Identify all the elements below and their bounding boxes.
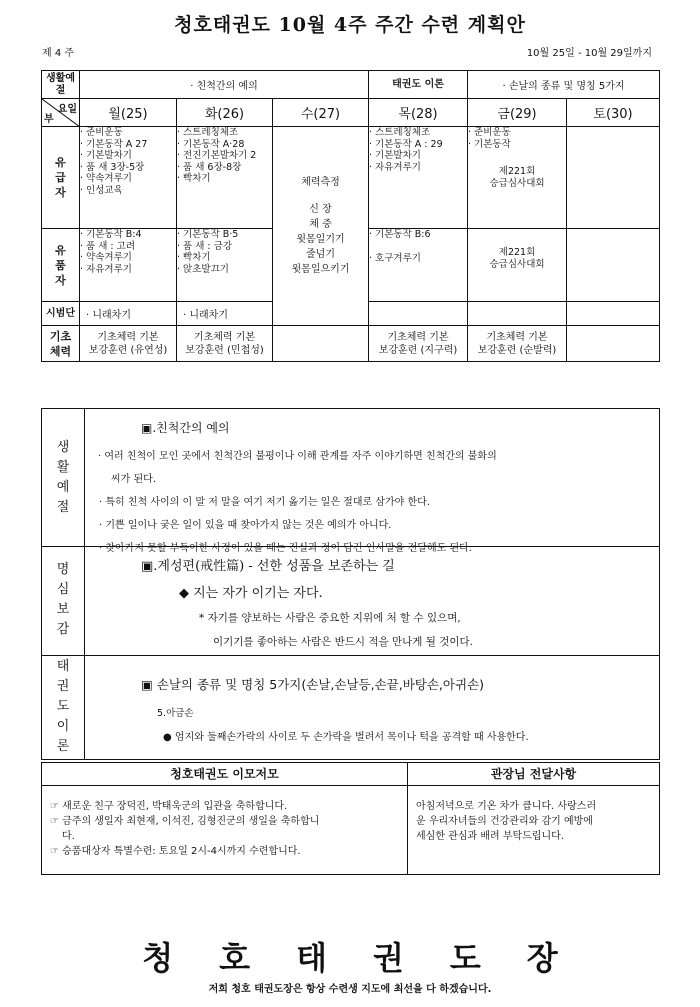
date-range: 10월 25일 - 10월 29일까지	[526, 48, 652, 59]
demo-thu	[369, 302, 468, 326]
mindset-label: 명심보감	[42, 545, 85, 655]
corner-top: 요일	[57, 104, 77, 115]
row-label-yugeup: 유급자	[42, 127, 80, 229]
mindset-heading: ▣.계성편(戒性篇) - 선한 성품을 보존하는 길	[141, 559, 395, 574]
day-thu: 목(28)	[369, 99, 468, 127]
news-list	[50, 799, 402, 859]
life-value: · 친척간의 예의	[80, 71, 369, 99]
basic-tue: 기초체력 기본 보강훈련 (민첩성)	[177, 326, 273, 362]
tkd-label: 태권도 이론	[369, 71, 468, 99]
theory-label: 태권도이론	[42, 655, 85, 759]
etiquette-heading: ▣.친척간의 예의	[141, 421, 230, 435]
day-wed: 수(27)	[273, 99, 369, 127]
yupum-sat	[567, 229, 660, 302]
theory-line: ● 엄지와 둘째손가락의 사이로 두 손가락을 벌려서 목이나 턱을 공격할 때 사용한다.	[163, 732, 529, 743]
news-item-2: ☞ 금주의 생일자 최현재, 이석진, 김형진군의 생일을 축하합니	[50, 816, 320, 827]
news-item-1: ☞ 새로운 친구 장덕진, 박태욱군의 입관을 축하합니다.	[50, 801, 288, 812]
yugeup-fri: · 준비운동 · 기본동작 제221회 승급심사대회	[468, 127, 567, 229]
basic-sat	[567, 326, 660, 362]
yupum-thu: · 기본동작 B:6 · 호구겨루기	[369, 229, 468, 302]
demo-sat	[567, 302, 660, 326]
day-fri: 금(29)	[468, 99, 567, 127]
corner-bottom: 부	[44, 114, 54, 125]
theory-section	[41, 655, 660, 760]
mindset-line-1: * 자기를 양보하는 사람은 중요한 지위에 처 할 수 있으며,	[199, 612, 461, 624]
yugeup-tue: · 스트레칭체조 · 기본동작 A·28 · 전진기본발차기 2 · 품 새 6장-8장 · 빡차기	[177, 127, 273, 229]
day-mon: 월(25)	[80, 99, 177, 127]
notice-divider	[407, 763, 408, 874]
etiquette-line-2: 씨가 된다.	[111, 474, 156, 485]
mindset-line-2: 이기기를 좋아하는 사람은 반드시 적을 만나게 될 것이다.	[213, 636, 473, 648]
schedule-table	[41, 70, 660, 362]
yugeup-thu: · 스트레칭체조 · 기본동작 A : 29 · 기본발차기 · 자유겨루기	[369, 127, 468, 229]
wed-fitness-test: 체력측정 신 장 체 중 윗몸일기기 줄넘기 윗몸일으키기	[273, 127, 369, 326]
etiquette-label: 생활예절	[42, 409, 85, 546]
yupum-tue: · 기본동작 B·5 · 품 새 : 금강 · 빡차기 · 앉초발끄기	[177, 229, 273, 302]
basic-wed	[273, 326, 369, 362]
news-item-4: ☞ 승품대상자 특별수련: 토요일 2시-4시까지 수련합니다.	[50, 846, 301, 857]
director-heading: 관장님 전달사항	[408, 763, 659, 786]
life-label: 생활예절	[42, 71, 80, 99]
footer-motto: 저희 청호 태권도장은 항상 수련생 지도에 최선을 다 하겠습니다.	[208, 984, 492, 995]
basic-thu: 기초체력 기본 보강훈련 (지구력)	[369, 326, 468, 362]
yupum-fri: 제221회 승급심사대회	[468, 229, 567, 302]
notice-section	[41, 762, 660, 875]
etiquette-section	[41, 408, 660, 554]
day-corner	[42, 99, 80, 127]
row-label-yupum: 유품자	[42, 229, 80, 302]
etiquette-line-4: · 기쁜 일이나 궂은 일이 있을 때 찾아가지 않는 것은 예의가 아니다.	[99, 520, 392, 531]
day-sat: 토(30)	[567, 99, 660, 127]
news-item-3: 다.	[62, 831, 75, 842]
basic-fri: 기초체력 기본 보강훈련 (순발력)	[468, 326, 567, 362]
demo-mon: · 니래차기	[80, 302, 177, 326]
footer-dojang-name: 청호태권도장	[142, 939, 604, 977]
week-label: 제 4 주	[42, 48, 75, 59]
basic-mon: 기초체력 기본 보강훈련 (유연성)	[80, 326, 177, 362]
etiquette-line-5: · 찾아가지 못할 부득이한 사정이 있을 때는 진실과 정이 담긴 인사말을 전달해도 된다.	[99, 543, 472, 554]
director-text: 아침저녁으로 기온 차가 큽니다. 사랑스러 운 우리자녀들의 건강관리와 감기 예방에 세심한 관심과 배려 부탁드립니다.	[416, 801, 597, 842]
row-label-basic: 기초체력	[42, 326, 80, 362]
yugeup-sat	[567, 127, 660, 229]
demo-fri	[468, 302, 567, 326]
demo-tue: · 니래차기	[177, 302, 273, 326]
yugeup-mon: · 준비운동 · 기본동작 A 27 · 기본발차기 · 품 새 3장-5장 · 약속겨루기 · 인성교육	[80, 127, 177, 229]
page-title: 청호태권도 10월 4주 주간 수련 계획안	[174, 14, 526, 36]
theory-sub: 5.아금손	[157, 708, 194, 719]
etiquette-line-3: · 특히 친척 사이의 이 말 저 말을 여기 저기 옮기는 일은 절대로 삼가야 한다.	[99, 497, 430, 508]
day-tue: 화(26)	[177, 99, 273, 127]
theory-heading: ▣ 손날의 종류 및 명칭 5가지(손날,손날등,손끝,바탕손,아귀손)	[141, 677, 485, 692]
mindset-quote: ◆ 지는 자가 이기는 자다.	[179, 586, 323, 601]
tkd-value: · 손날의 종류 및 명칭 5가지	[468, 71, 660, 99]
etiquette-line-1: · 여러 친척이 모인 곳에서 친척간의 불평이나 이해 관계를 자주 이야기하면 친척간의 불화의	[98, 451, 497, 462]
row-label-demo: 시범단	[42, 302, 80, 326]
mindset-section	[41, 545, 660, 656]
news-heading: 청호태권도 이모저모	[42, 763, 408, 786]
yupum-mon: · 기본동작 B:4 · 품 새 : 고려 · 약속겨루기 · 자유겨루기	[80, 229, 177, 302]
